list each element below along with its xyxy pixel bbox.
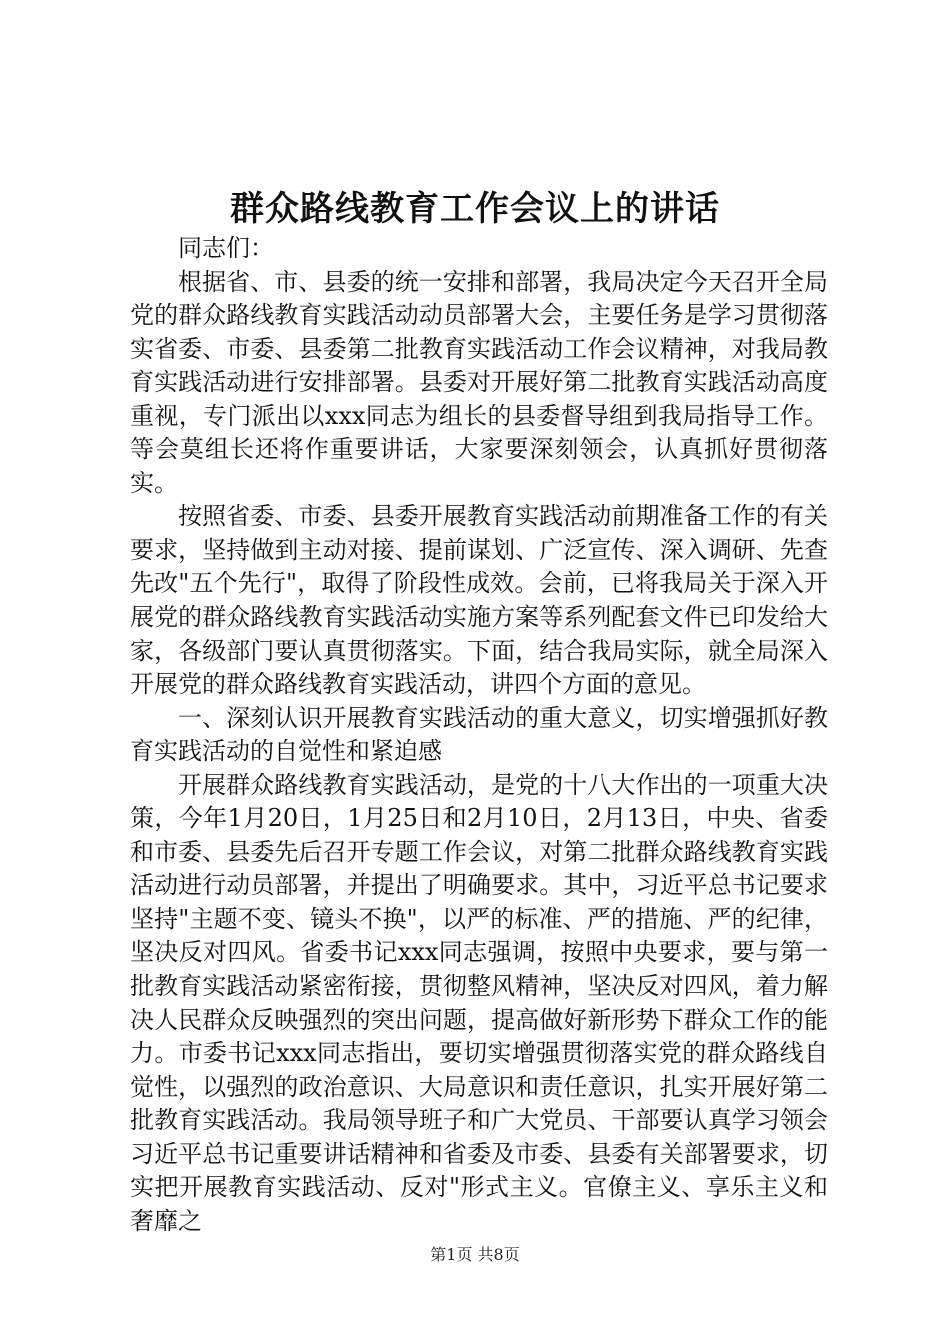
body-paragraph: 根据省、市、县委的统一安排和部署，我局决定今天召开全局党的群众路线教育实践活动动员部署大会，主要任务是学习贯彻落实省委、市委、县委第二批教育实践活动工作会议精神，对我局教育实践活动进行安排部署。县委对开展好第二批教育实践活动高度重视，专门派出以xxx同志为组长的县委督导组到我局指导工作。等会莫组长还将作重要讲话，大家要深刻领会，认真抓好贯彻落实。 <box>130 267 828 497</box>
page-number-footer: 第1页 共8页 <box>430 1245 520 1264</box>
section-heading: 一、深刻认识开展教育实践活动的重大意义，切实增强抓好教育实践活动的自觉性和紧迫感 <box>130 703 828 766</box>
salutation-paragraph: 同志们： <box>178 234 274 262</box>
document-body <box>130 232 828 1238</box>
body-paragraph: 按照省委、市委、县委开展教育实践活动前期准备工作的有关要求，坚持做到主动对接、提前谋划、广泛宣传、深入调研、先查先改"五个先行"，取得了阶段性成效。会前，已将我局关于深入开展党的群众路线教育实践活动实施方案等系列配套文件已印发给大家，各级部门要认真贯彻落实。下面，结合我局实际，就全局深入开展党的群众路线教育实践活动，讲四个方面的意见。 <box>130 502 828 699</box>
document-title: 群众路线教育工作会议上的讲话 <box>230 189 720 229</box>
body-paragraph: 开展群众路线教育实践活动，是党的十八大作出的一项重大决策，今年1月20日，1月25日和2月10日，2月13日，中央、省委和市委、县委先后召开专题工作会议，对第二批群众路线教育实践活动进行动员部署，并提出了明确要求。其中，习近平总书记要求坚持"主题不变、镜头不换"，以严的标准、严的措施、严的纪律，坚决反对四风。省委书记xxx同志强调，按照中央要求，要与第一批教育实践活动紧密衔接，贯彻整风精神，坚决反对四风，着力解决人民群众反映强烈的突出问题，提高做好新形势下群众工作的能力。市委书记xxx同志指出，要切实增强贯彻落实党的群众路线自觉性，以强烈的政治意识、大局意识和责任意识，扎实开展好第二批教育实践活动。我局领导班子和广大党员、干部要认真学习领会习近平总书记重要讲话精神和省委及市委、县委有关部署要求，切实把开展教育实践活动、反对"形式主义。官僚主义、享乐主义和奢靡之 <box>130 770 828 1235</box>
